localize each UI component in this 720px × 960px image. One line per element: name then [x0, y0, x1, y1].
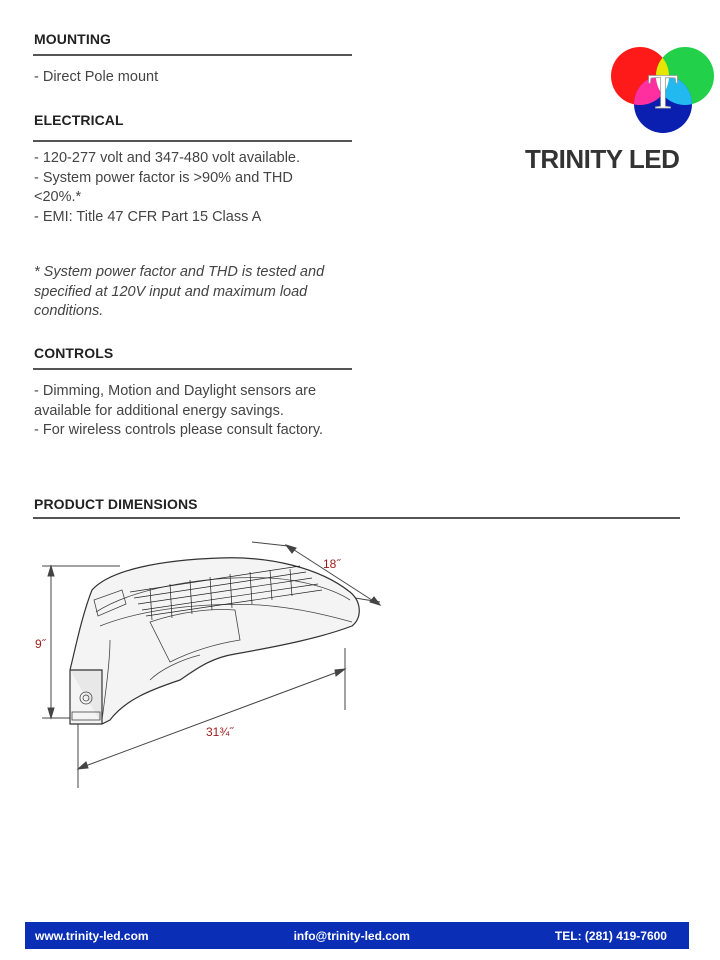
dimensions-heading: PRODUCT DIMENSIONS	[34, 496, 198, 512]
mounting-text	[34, 68, 354, 88]
footer-bar	[25, 922, 689, 949]
phone-number: TEL: (281) 419-7600	[554, 928, 667, 943]
mounting-rule	[33, 54, 352, 56]
controls-heading: CONTROLS	[34, 345, 114, 361]
logo-letter: T	[647, 63, 679, 119]
trinity-led-logo	[525, 40, 720, 180]
logo-wordmark: TRINITY LED	[525, 144, 680, 174]
electrical-line: - EMI: Title 47 CFR Part 15 Class A	[34, 208, 262, 225]
electrical-note: * System power factor and THD is tested and specified at 120V input and maximum load conditions.	[34, 264, 325, 319]
electrical-line: - 120-277 volt and 347-480 volt available.	[34, 150, 301, 166]
email-link[interactable]: info@trinity-led.com	[293, 928, 410, 943]
length-dimension-label: 31¾˝	[206, 725, 234, 739]
controls-rule	[33, 368, 352, 370]
controls-text	[34, 382, 352, 441]
dimensions-rule	[33, 517, 680, 519]
height-dimension-label: 9˝	[35, 637, 46, 651]
rgb-circles-logo-mark	[565, 40, 720, 145]
fixture-line-drawing	[30, 530, 400, 800]
electrical-heading: ELECTRICAL	[34, 112, 124, 128]
mounting-line: - Direct Pole mount	[34, 69, 159, 85]
controls-line: - For wireless controls please consult factory.	[34, 422, 324, 438]
mounting-heading: MOUNTING	[34, 31, 112, 47]
electrical-line: - System power factor is >90% and THD <20%.*	[34, 169, 293, 205]
width-dimension-label: 18˝	[323, 557, 341, 571]
controls-line: - Dimming, Motion and Daylight sensors are available for additional energy savings.	[34, 383, 317, 419]
electrical-rule	[33, 140, 352, 142]
product-dimension-drawing	[30, 530, 400, 800]
website-link[interactable]: www.trinity-led.com	[35, 928, 149, 943]
electrical-text	[34, 149, 334, 227]
